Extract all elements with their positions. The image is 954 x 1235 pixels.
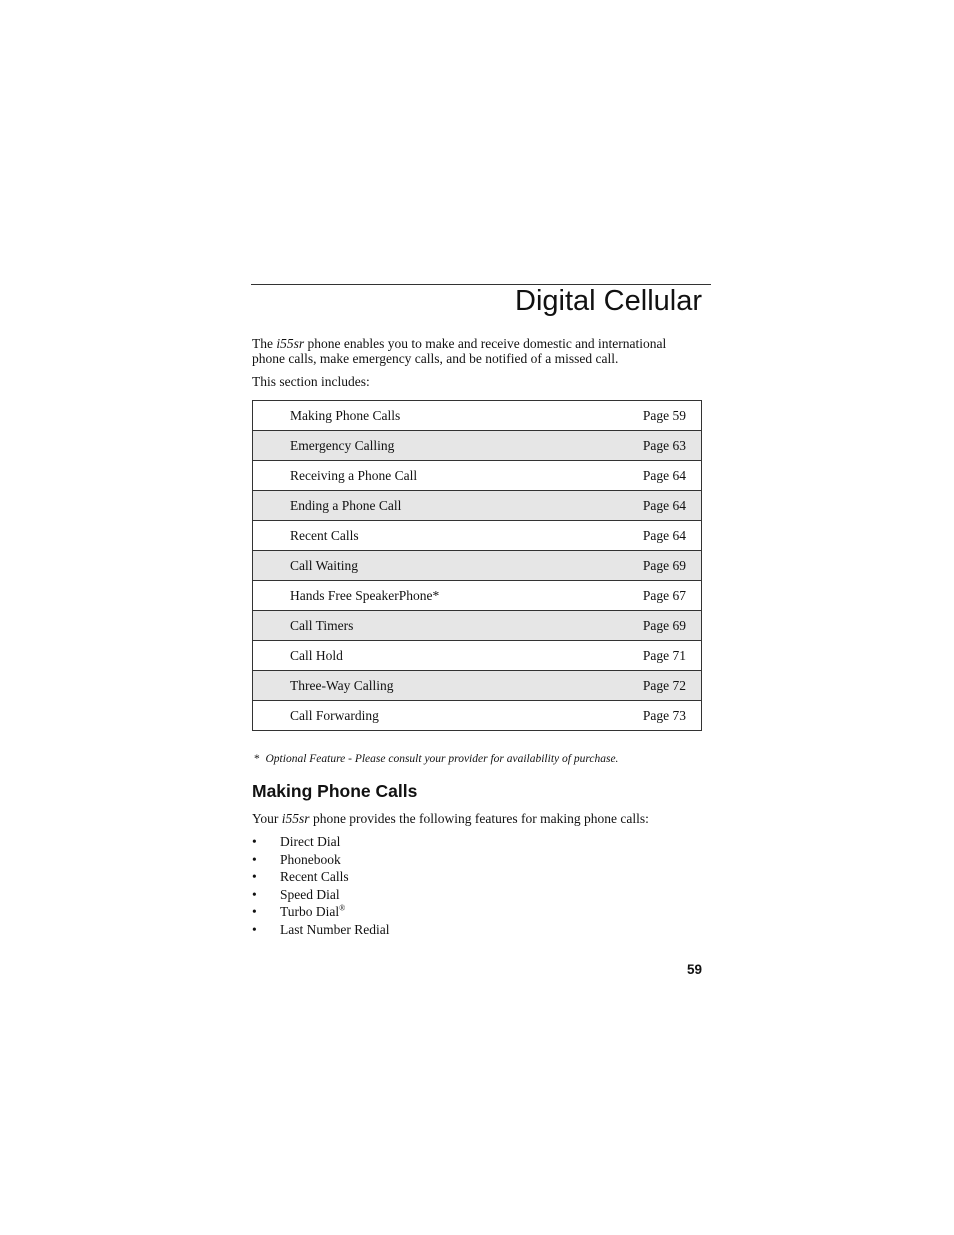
bullet: • <box>252 851 257 867</box>
feature-list <box>252 833 389 938</box>
toc-label: Three-Way Calling <box>290 678 394 693</box>
toc-page: Page 64 <box>642 468 686 483</box>
table-row <box>253 460 701 490</box>
feature-label: Speed Dial <box>280 886 340 902</box>
toc-page: Page 72 <box>642 678 686 693</box>
toc-page: Page 69 <box>642 618 686 633</box>
table-row <box>253 430 701 460</box>
page-number: 59 <box>686 962 702 977</box>
intro-paragraph <box>252 337 702 366</box>
feature-label: Direct Dial <box>280 834 341 849</box>
toc-label: Call Hold <box>290 648 343 663</box>
table-row <box>253 490 701 520</box>
bullet: • <box>252 834 257 849</box>
bullet: • <box>252 869 257 884</box>
list-item <box>252 851 389 869</box>
toc-page: Page 71 <box>642 648 686 663</box>
registered-mark: ® <box>339 903 346 913</box>
intro-text: phone enables you to make and receive domestic and international phone calls, make emergency calls, and be notified of a missed call. <box>252 336 667 366</box>
footnote <box>254 752 618 766</box>
table-row <box>253 700 701 730</box>
feature-label: Turbo Dial <box>280 904 340 919</box>
toc-label: Call Forwarding <box>290 708 379 723</box>
toc-page: Page 63 <box>642 438 686 453</box>
toc-label: Receiving a Phone Call <box>290 468 418 483</box>
table-row <box>253 670 701 700</box>
toc-label: Call Waiting <box>290 558 359 573</box>
table-row <box>253 580 701 610</box>
toc-label: Hands Free SpeakerPhone* <box>290 588 440 603</box>
toc-page: Page 64 <box>642 498 686 513</box>
table-row <box>253 640 701 670</box>
bullet: • <box>252 886 257 902</box>
bullet: • <box>252 904 257 919</box>
footnote-text: Optional Feature - Please consult your provider for availability of purchase. <box>265 753 619 765</box>
toc-label: Recent Calls <box>290 528 359 543</box>
section-intro-text: phone provides the following features for making phone calls: <box>309 811 649 826</box>
section-model: i55sr <box>281 811 310 826</box>
intro-model: i55sr <box>276 336 305 351</box>
table-row <box>253 550 701 580</box>
toc-label: Emergency Calling <box>290 438 395 453</box>
feature-label: Recent Calls <box>280 869 349 884</box>
intro-prefix: The <box>252 336 277 351</box>
chapter-title: Digital Cellular <box>515 285 702 317</box>
feature-label: Last Number Redial <box>280 921 390 937</box>
table-row <box>253 610 701 640</box>
list-item <box>252 868 389 886</box>
footnote-marker: * <box>254 753 260 765</box>
toc-label: Making Phone Calls <box>290 408 401 423</box>
feature-label: Phonebook <box>280 851 341 867</box>
toc-page: Page 64 <box>642 528 686 543</box>
list-item <box>252 886 389 904</box>
section-intro-prefix: Your <box>252 811 282 826</box>
toc-label: Call Timers <box>290 618 354 633</box>
toc-page: Page 73 <box>642 708 686 723</box>
contents-table <box>252 400 702 731</box>
table-row <box>253 520 701 550</box>
list-item <box>252 903 389 921</box>
bullet: • <box>252 921 257 937</box>
toc-page: Page 69 <box>642 558 686 573</box>
section-heading: Making Phone Calls <box>252 781 418 801</box>
list-item <box>252 921 389 939</box>
toc-label: Ending a Phone Call <box>290 498 402 513</box>
list-item <box>252 833 389 851</box>
section-intro <box>252 811 649 826</box>
section-includes-label: This section includes: <box>252 374 370 389</box>
toc-page: Page 59 <box>642 408 686 423</box>
toc-page: Page 67 <box>642 588 686 603</box>
table-row <box>253 401 701 430</box>
